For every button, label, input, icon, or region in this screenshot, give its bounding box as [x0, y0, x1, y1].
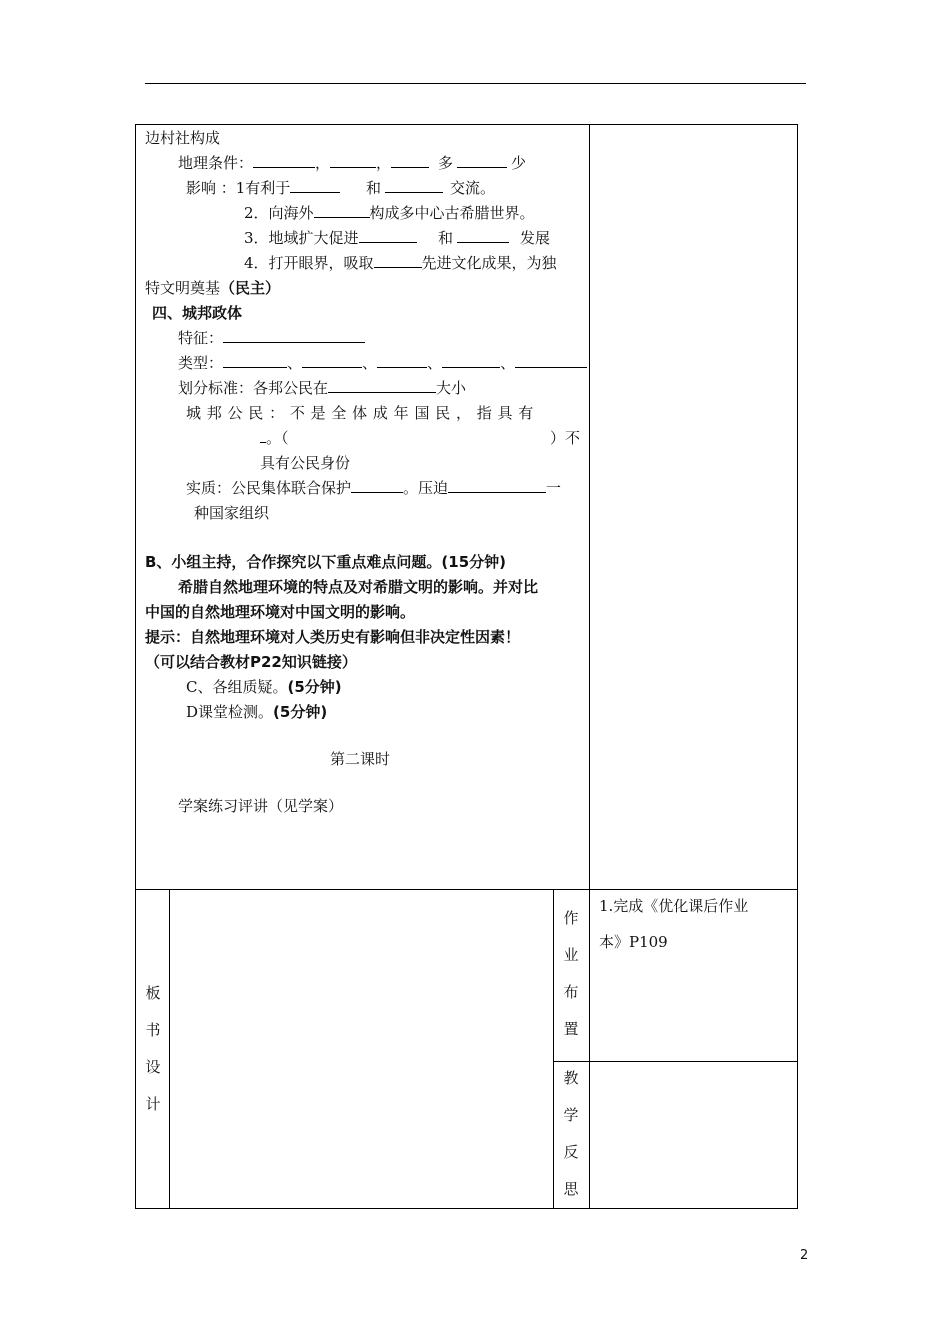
text: 大小: [436, 379, 467, 397]
text: 实质：公民集体联合保护: [186, 479, 352, 497]
citizen-line: 城 邦 公 民 ： 不 是 全 体 成 年 国 民 ， 指 具 有: [186, 404, 534, 422]
point-3-b: [438, 228, 513, 248]
text: 类型：: [178, 354, 224, 372]
blank: [391, 153, 429, 168]
blank: [442, 353, 500, 368]
text: 先进文化成果，为独: [421, 254, 557, 272]
punct: 、: [500, 354, 516, 372]
text: 少: [511, 154, 527, 172]
reflection-label-char: 学: [563, 1106, 579, 1124]
board-label-char: 设: [145, 1058, 161, 1076]
text: 4．打开眼界，吸取: [244, 254, 374, 272]
table-border-top: [135, 124, 798, 125]
question-line-2: 中国的自然地理环境对中国文明的影响。: [145, 603, 416, 621]
text: 。（: [266, 429, 289, 447]
citizen-line-3: 具有公民身份: [260, 454, 351, 472]
homework-reflection-divider: [553, 1061, 798, 1062]
punct: 、: [362, 354, 378, 372]
blank: [457, 153, 507, 168]
blank: [223, 328, 365, 343]
influence-line: [186, 178, 340, 198]
standard-line: [178, 378, 466, 398]
blank: [385, 178, 443, 193]
blank: [302, 353, 362, 368]
point-3: [244, 228, 417, 248]
citizen-line-2b: ）不: [550, 429, 581, 447]
blank: [290, 178, 340, 193]
review-line: 学案练习评讲（见学案）: [178, 797, 344, 815]
lesson-2-title: 第二课时: [330, 750, 391, 768]
blank: [359, 228, 417, 243]
d-line: [186, 702, 327, 722]
blank: [377, 353, 427, 368]
text: 影响 ：1有利于: [186, 179, 291, 197]
text: （民主）: [220, 279, 281, 297]
table-row-divider: [135, 889, 798, 890]
homework-label-char: 布: [563, 983, 579, 1001]
citizen-line-2a: [260, 428, 289, 448]
table-border-right: [797, 124, 798, 1209]
point-4: [244, 253, 557, 273]
header-rule: [145, 83, 806, 84]
types-line: [178, 353, 587, 373]
page-number: 2: [800, 1248, 809, 1263]
text: (5分钟): [273, 703, 328, 721]
essence-line: [186, 478, 561, 498]
homework-label-char: 业: [563, 946, 579, 964]
homework-text-1: 1.完成《优化课后作业: [599, 897, 749, 915]
table-border-left: [135, 124, 136, 1209]
feature-line: [178, 328, 365, 348]
board-label-char: 板: [145, 984, 161, 1002]
text: 一: [546, 479, 562, 497]
reflection-label-char: 思: [563, 1180, 579, 1198]
blank: [457, 228, 509, 243]
table-column-divider: [589, 124, 590, 1209]
blank: [253, 153, 315, 168]
text: D课堂检测。: [186, 703, 274, 721]
reflection-label-char: 教: [563, 1069, 579, 1087]
influence-line-2: [366, 178, 447, 198]
text: (5分钟): [287, 678, 342, 696]
blank: [515, 353, 587, 368]
text: C、各组质疑。: [186, 678, 288, 696]
text: 多: [438, 154, 454, 172]
homework-label-char: 作: [563, 909, 579, 927]
homework-text-2: 本》P109: [599, 933, 668, 951]
geo-label: 地理条件：: [178, 154, 254, 172]
point-3-end: 发展: [520, 229, 551, 247]
question-line-1: 希腊自然地理环境的特点及对希腊文明的影响。并对比: [178, 578, 539, 596]
blank: [223, 353, 287, 368]
text: 和: [438, 229, 454, 247]
homework-label-divider: [553, 889, 554, 1209]
text: 3．地域扩大促进: [244, 229, 359, 247]
geo-duo-shao: [438, 153, 526, 173]
blank: [374, 253, 422, 268]
point-2: [244, 203, 535, 223]
text: 特征：: [178, 329, 224, 347]
text: 和: [366, 179, 382, 197]
text: 。压迫: [403, 479, 449, 497]
punct: ，: [376, 154, 392, 172]
point-4-cont: [145, 278, 280, 298]
board-label-char: 计: [145, 1095, 161, 1113]
blank: [351, 478, 403, 493]
text: 2．向海外: [244, 204, 314, 222]
section-4-heading: 四、城邦政体: [152, 304, 243, 322]
reflection-label-char: 反: [563, 1143, 579, 1161]
group-discussion: B、小组主持，合作探究以下重点难点问题。(15分钟): [145, 553, 507, 571]
blank: [330, 153, 376, 168]
text: 构成多中心古希腊世界。: [369, 204, 535, 222]
punct: 、: [427, 354, 443, 372]
table-border-bottom: [135, 1208, 798, 1209]
board-label-divider: [169, 889, 170, 1209]
board-label-char: 书: [145, 1021, 161, 1039]
geo-conditions: [178, 153, 429, 173]
text: 划分标准：各邦公民在: [178, 379, 329, 397]
text-line: 边村社构成: [145, 129, 221, 147]
blank: [328, 378, 436, 393]
homework-label-char: 置: [563, 1020, 579, 1038]
blank: [314, 203, 370, 218]
punct: 、: [287, 354, 303, 372]
text: 特文明奠基: [145, 279, 221, 297]
influence-end: 交流。: [450, 179, 496, 197]
essence-line-2: 种国家组织: [194, 504, 270, 522]
c-line: [186, 677, 342, 697]
hint-line-2: （可以结合教材P22知识链接）: [145, 653, 357, 671]
blank: [448, 478, 546, 493]
hint-line-1: 提示：自然地理环境对人类历史有影响但非决定性因素！: [145, 628, 521, 646]
punct: ，: [315, 154, 331, 172]
